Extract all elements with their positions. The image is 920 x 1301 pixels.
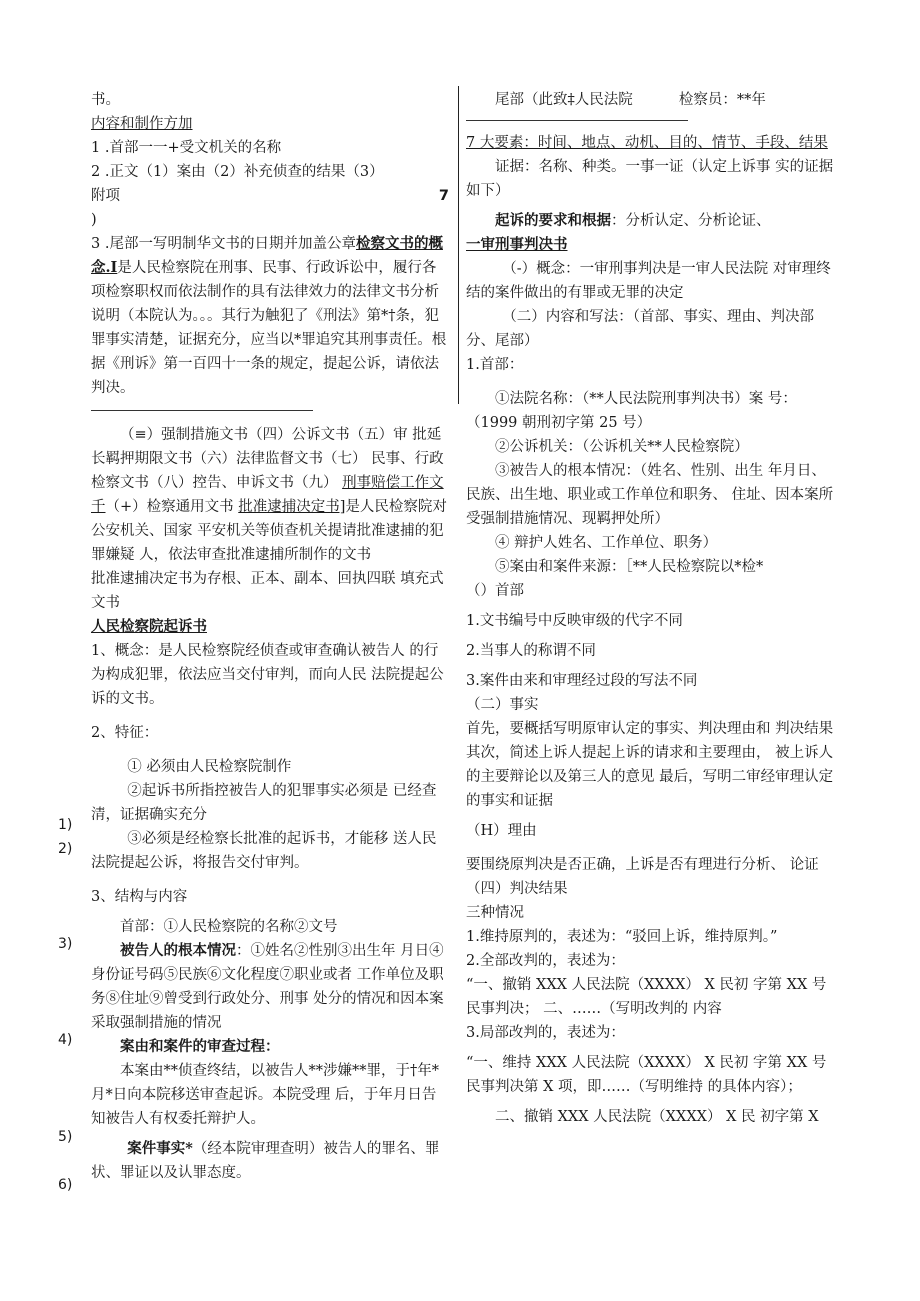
list-item: 3.局部改判的，表述为： <box>466 1025 625 1041</box>
paragraph: 证据：名称、种类。一事一证（认定上诉事 实的证据如下） <box>466 159 834 199</box>
list-item: ③必须是经检察长批准的起诉书，才能移 送人民法院提起公诉，将报告交付审判。 <box>91 831 437 871</box>
text-fragment: ：分析认定、分析论证、 <box>611 213 771 229</box>
subheading: （二）事实 <box>466 697 539 713</box>
text-fragment: （≡）强制措施文书（四）公诉文书（五）审 批延长羁押期限文书（六）法律监督文书（七） 民事、行政检察文书（八）控告、申诉文书（九） <box>91 427 444 491</box>
text-fragment: 是人民检察院在刑事、民事、行政诉讼中，履行各项检察职权而依法制作的具有法律效力的法律文书分析说明（本院认为。。。其行为触犯了《刑法》第*†条，犯罪事实清楚，证据充分，应当以*罪追究其刑事责任。根据《刑诉》第一百四十一条的规定，提起公诉，请依法判决。 <box>91 260 447 396</box>
list-item: 3.案件由来和审理经过段的写法不同 <box>466 673 698 689</box>
list-item: 2.当事人的称谓不同 <box>466 643 596 659</box>
text-fragment: 附项 <box>91 188 120 204</box>
paragraph <box>91 1137 449 1185</box>
paragraph: 1、概念：是人民检察院经侦查或审查确认被告人 的行为构成犯罪，依法应当交付审判，而向人民 法院提起公诉的文书。 <box>91 643 444 707</box>
paragraph <box>91 423 449 567</box>
text-line: 三种情况 <box>466 905 524 921</box>
paragraph: “一、撤销 XXX 人民法院（XXXX） X 民初 字第 XX 号民事判决； 二、……（写明改判的 内容 <box>466 977 827 1017</box>
text-fragment: ：①姓名②性别③出生年 月日④身份证号码⑤民族⑥文化程度⑦职业或者 工作单位及职务⑧住址⑨曾受到行政处分、刑事 处分的情况和因本案采取强制措施的情况 <box>91 943 444 1031</box>
paragraph: 首先，要概括写明原审认定的事实、判决理由和 判决结果 <box>466 721 834 737</box>
section-heading: 人民检察院起诉书 <box>91 618 207 635</box>
column-divider <box>458 86 459 404</box>
text-line <box>466 131 834 155</box>
list-item: 1 .首部一一+受文机关的名称 <box>91 140 282 156</box>
margin-number: 3) <box>58 936 73 952</box>
term-heading: 案件事实* <box>127 1140 193 1157</box>
list-item: ②起诉书所指控被告人的犯罪事实必须是 已经查清，证据确实充分 <box>91 783 437 823</box>
margin-number: 5) <box>58 1129 73 1145</box>
text-line: ) <box>91 212 97 228</box>
margin-number: 2) <box>58 841 73 857</box>
list-item: ①法院名称：（**人民法院刑事判决书）案 号：（1999 朝刑初字第 25 号） <box>466 391 797 431</box>
paragraph: 要围绕原判决是否正确，上诉是否有理进行分析、 论证 <box>466 857 819 873</box>
paragraph: 批准逮捕决定书为存根、正本、副本、回执四联 填充式文书 <box>91 571 444 611</box>
list-item: 1.维持原判的，表述为：“驳回上诉，维持原判。” <box>466 929 778 945</box>
left-column <box>91 88 449 1185</box>
list-item: 2 .正文（1）案由（2）补充侦查的结果（3） <box>91 164 384 180</box>
section-heading: 内容和制作方加 <box>91 116 193 132</box>
paragraph: 二、撤销 XXX 人民法院（XXXX） X 民 初字第 X <box>495 1109 819 1125</box>
term-heading: 刑事赔偿工作文千 <box>91 475 444 515</box>
text-fragment: 是人民检察院对公安机关、国家 平安机关等侦查机关提请批准逮捕的犯罪嫌疑 人，依法审查批准逮捕所制作的文书 <box>91 499 447 563</box>
text-fragment: 结果 <box>798 135 828 151</box>
subheading: 1.首部： <box>466 357 524 373</box>
subheading: 2、特征： <box>91 725 159 741</box>
paragraph: 其次，简述上诉人提起上诉的请求和主要理由， 被上诉人的主要辩论以及第三人的意见 最后，写明二审经审理认定的事实和证据 <box>466 745 834 809</box>
term-heading: 起诉的要求和根据 <box>495 212 611 229</box>
list-item: 2.全部改判的，表述为： <box>466 953 625 969</box>
term-heading: 被告人的根本情况 <box>120 942 236 959</box>
divider <box>466 120 688 121</box>
term-heading: 检察文书 <box>355 235 414 252</box>
list-item: ⑤案由和案件来源：［**人民检察院以*检* <box>495 559 764 575</box>
paragraph: “一、维持 XXX 人民法院（XXXX） X 民初 字第 XX 号民事判决第 X 项，即……（写明维持 的具体内容）； <box>466 1055 827 1095</box>
text-line: 尾部（此致‡人民法院 检察员：**年 <box>495 92 766 108</box>
paragraph <box>91 232 449 400</box>
paragraph <box>91 939 449 1035</box>
text-fragment: 7 大要素：时间、地点、动机、目的、情节、手段、 <box>466 135 799 151</box>
term-heading: 的概念.I <box>91 235 443 276</box>
section-heading: 一审刑事判决书 <box>466 236 568 253</box>
term-heading: 批准逮捕决定书] <box>238 499 346 515</box>
text-line: 首部：①人民检察院的名称②文号 <box>120 919 338 935</box>
margin-number: 6) <box>58 1177 73 1193</box>
list-item: 1.文书编号中反映审级的代字不同 <box>466 613 683 629</box>
divider <box>91 410 313 411</box>
text-line <box>466 209 834 233</box>
list-item: ① 必须由人民检察院制作 <box>127 759 292 775</box>
list-item <box>91 184 449 208</box>
margin-number: 1) <box>58 817 73 833</box>
text-fragment: （+）检察通用文书 <box>105 499 239 515</box>
list-item: ④ 辩护人姓名、工作单位、职务） <box>495 535 718 551</box>
subheading: （四）判决结果 <box>466 881 568 897</box>
text-fragment: （经本院审理查明）被告人的罪名、罪状、罪证以及认罪态度。 <box>91 1141 440 1181</box>
paragraph: 本案由**侦查终结，以被告人**涉嫌**罪，于†年*月*日向本院移送审查起诉。本院受理 后，于年月日告知被告人有权委托辩护人。 <box>91 1063 439 1127</box>
list-item: ③被告人的根本情况：（姓名、性别、出生 年月日、民族、出生地、职业或工作单位和职务、 住址、因本案所受强制措施情况、现羁押处所） <box>466 463 834 527</box>
text-fragment: 7 <box>438 188 449 204</box>
subheading: 案由和案件的审查过程： <box>120 1038 280 1055</box>
subheading: （）首部 <box>466 583 524 599</box>
text-fragment: 3 .尾部一写明制华文书的日期并加盖公章 <box>91 236 356 252</box>
paragraph: （-）概念：一审刑事判决是一审人民法院 对审理终结的案件做出的有罪或无罪的决定 <box>466 261 831 301</box>
margin-number: 4) <box>58 1032 73 1048</box>
text-line: 书。 <box>91 92 120 108</box>
subheading: （H）理由 <box>466 823 537 839</box>
right-column <box>466 88 834 1129</box>
subheading: 3、结构与内容 <box>91 889 188 905</box>
paragraph: （二）内容和写法：（首部、事实、理由、判决部分、尾部） <box>466 309 814 349</box>
list-item: ②公诉机关：（公诉机关**人民检察院） <box>495 439 749 455</box>
